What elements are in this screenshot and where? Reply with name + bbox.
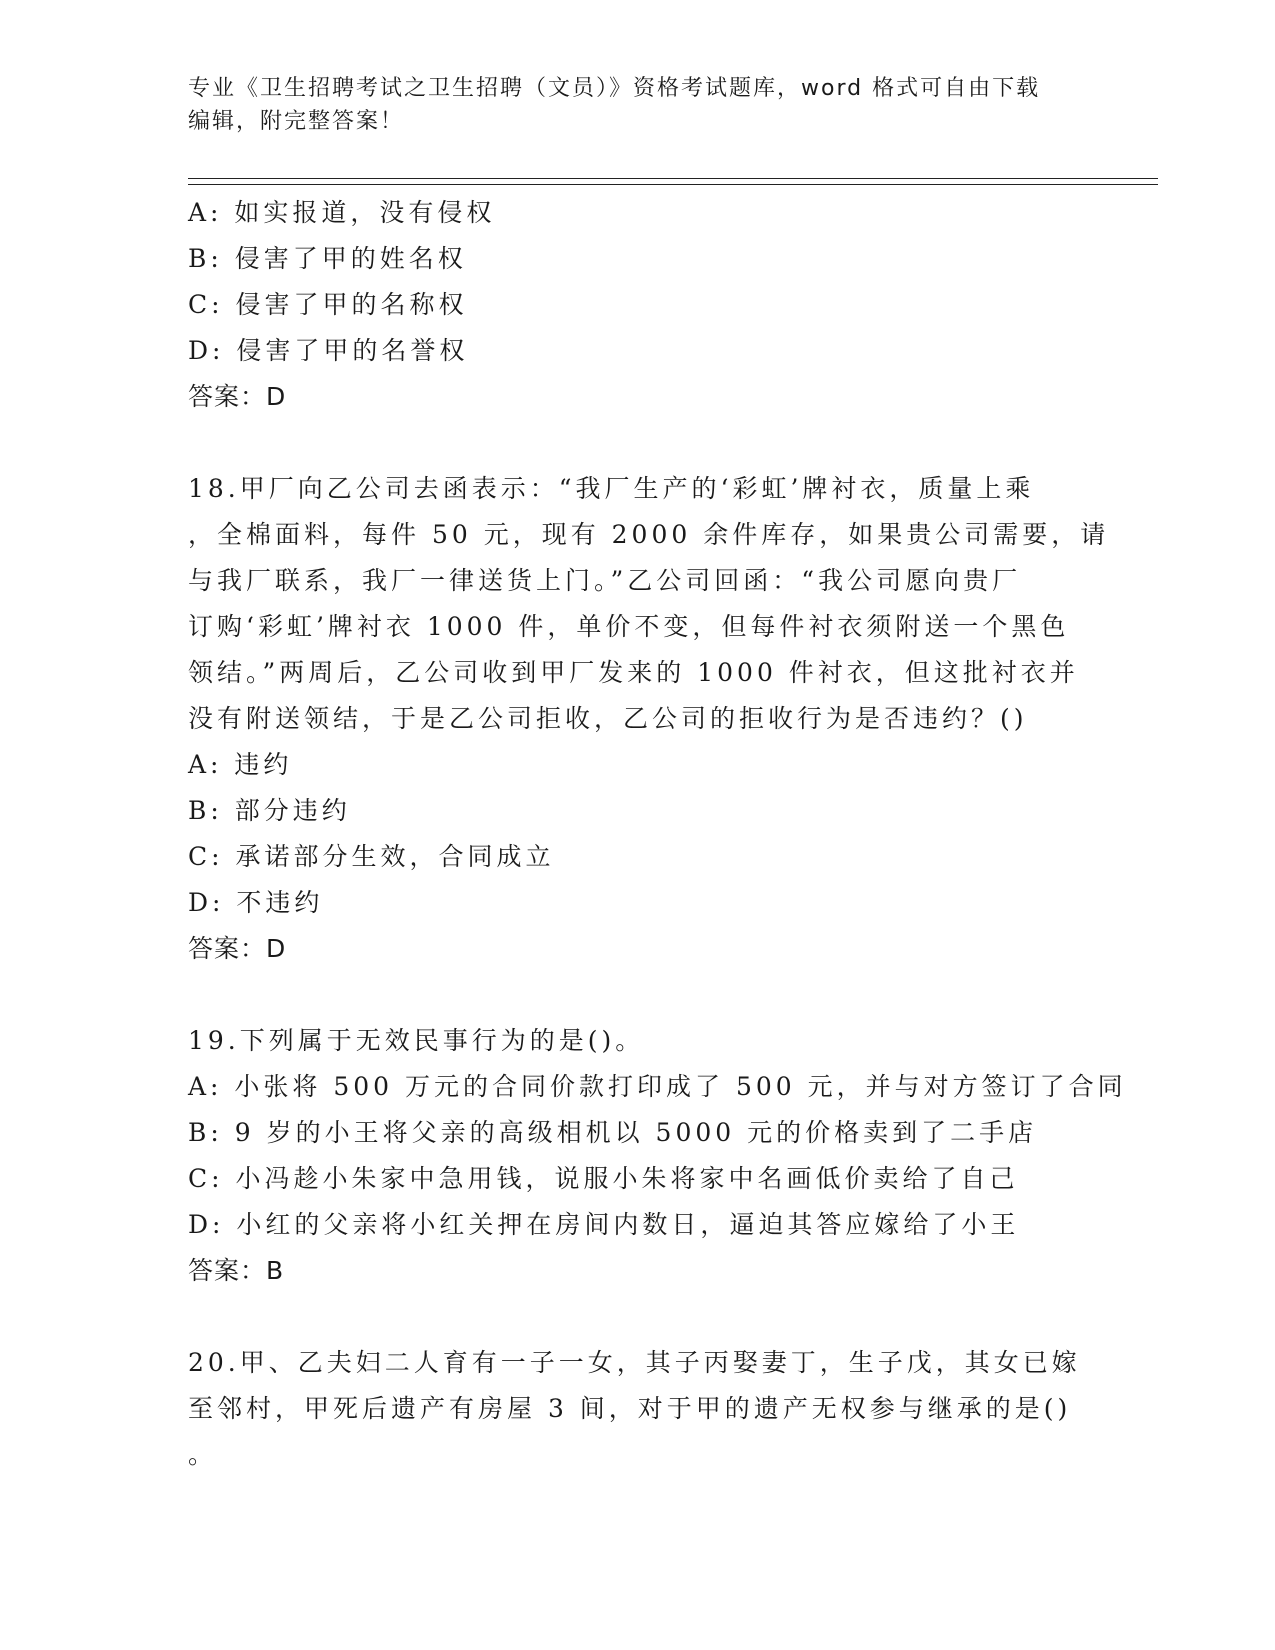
option-b: B: 侵害了甲的姓名权 bbox=[188, 244, 467, 273]
question-text-line: 19.下列属于无效民事行为的是()。 bbox=[188, 1026, 645, 1055]
question-18 bbox=[188, 466, 1110, 972]
question-text-line: 订购‘彩虹’牌衬衣 1000 件，单价不变，但每件衬衣须附送一个黑色 bbox=[188, 612, 1070, 641]
question-20 bbox=[188, 1340, 1088, 1478]
question-text-line: 领结。”两周后，乙公司收到甲厂发来的 1000 件衬衣，但这批衬衣并 bbox=[188, 658, 1079, 687]
question-text-line: 与我厂联系，我厂一律送货上门。”乙公司回函：“我公司愿向贵厂 bbox=[188, 566, 1022, 595]
option-c: C: 承诺部分生效，合同成立 bbox=[188, 842, 555, 871]
option-b: B: 9 岁的小王将父亲的高级相机以 5000 元的价格卖到了二手店 bbox=[188, 1118, 1038, 1147]
question-text-line: 。 bbox=[188, 1440, 218, 1469]
question-text-line: 20.甲、乙夫妇二人育有一子一女，其子丙娶妻丁，生子戊，其女已嫁 bbox=[188, 1348, 1081, 1377]
option-d: D: 不违约 bbox=[188, 888, 324, 917]
header-divider-top bbox=[188, 178, 1158, 179]
question-text-line: ，全棉面料，每件 50 元，现有 2000 余件库存，如果贵公司需要，请 bbox=[188, 520, 1110, 549]
option-c: C: 小冯趁小朱家中急用钱，说服小朱将家中名画低价卖给了自己 bbox=[188, 1164, 1019, 1193]
option-a: A: 如实报道，没有侵权 bbox=[188, 198, 496, 227]
option-d: D: 小红的父亲将小红关押在房间内数日，逼迫其答应嫁给了小王 bbox=[188, 1210, 1020, 1239]
option-c: C: 侵害了甲的名称权 bbox=[188, 290, 468, 319]
answer-line: 答案：B bbox=[188, 1256, 285, 1285]
answer-line: 答案：D bbox=[188, 382, 287, 411]
document-header bbox=[188, 72, 1088, 138]
question-text-line: 至邻村，甲死后遗产有房屋 3 间，对于甲的遗产无权参与继承的是() bbox=[188, 1394, 1072, 1423]
option-b: B: 部分违约 bbox=[188, 796, 351, 825]
option-a: A: 小张将 500 万元的合同价款打印成了 500 元，并与对方签订了合同 bbox=[188, 1072, 1127, 1101]
header-line-1: 专业《卫生招聘考试之卫生招聘（文员）》资格考试题库，word 格式可自由下载 bbox=[188, 76, 1041, 101]
question-text-line: 没有附送领结，于是乙公司拒收，乙公司的拒收行为是否违约？() bbox=[188, 704, 1028, 733]
header-divider-bottom bbox=[188, 184, 1158, 185]
answer-line: 答案：D bbox=[188, 934, 287, 963]
question-text-line: 18.甲厂向乙公司去函表示：“我厂生产的‘彩虹’牌衬衣，质量上乘 bbox=[188, 474, 1035, 503]
question-17 bbox=[188, 190, 1088, 420]
question-19 bbox=[188, 1018, 1127, 1294]
header-line-2: 编辑，附完整答案！ bbox=[188, 109, 405, 134]
option-a: A: 违约 bbox=[188, 750, 293, 779]
option-d: D: 侵害了甲的名誉权 bbox=[188, 336, 469, 365]
document-body bbox=[188, 190, 1127, 1478]
